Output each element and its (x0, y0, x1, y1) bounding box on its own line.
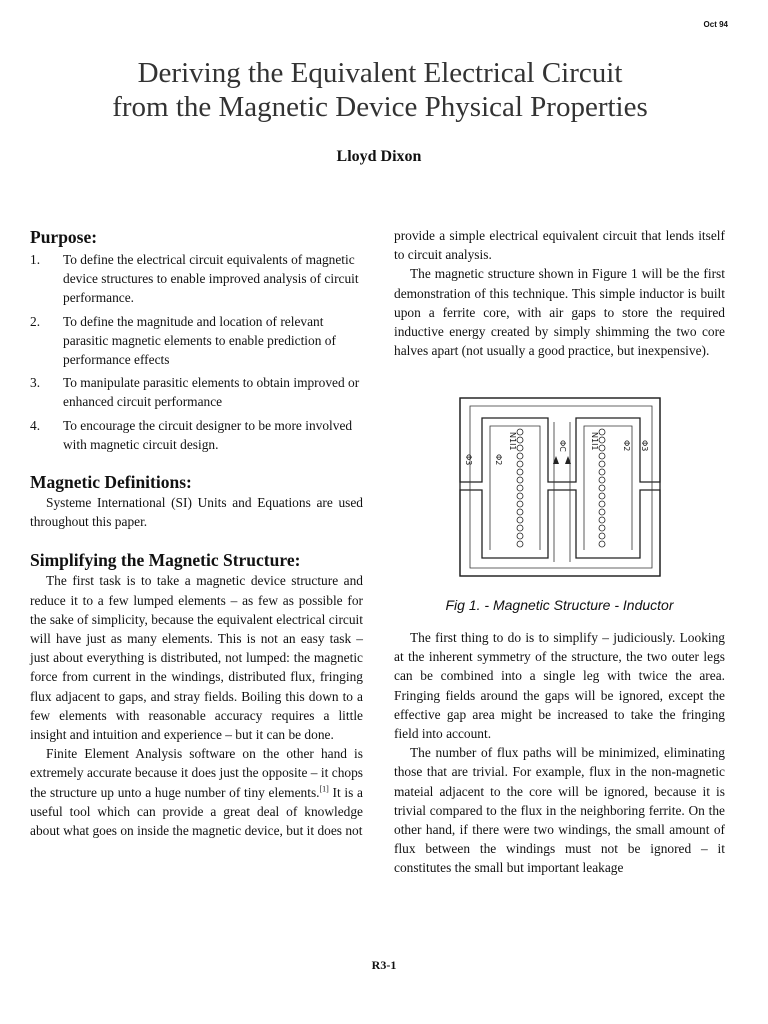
purpose-list (30, 250, 363, 454)
list-number: 4. (30, 417, 41, 433)
right-paragraph-2: The magnetic structure shown in Figure 1 will be the first demonstration of this technique. This simple inductor is built upon a ferrite core, with air gaps to store the required inductive energy created by simply shimming the two core halves apart (not usually a good practice, but inexpensive). (394, 266, 725, 359)
author-name: Lloyd Dixon (336, 148, 422, 165)
purpose-heading: Purpose: (30, 227, 98, 247)
simplifying-heading: Simplifying the Magnetic Structure: (30, 550, 301, 571)
definitions-text: Systeme International (SI) Units and Equations are used throughout this paper. (30, 495, 363, 530)
right-column (394, 226, 725, 360)
list-item (30, 373, 363, 411)
definitions-heading: Magnetic Definitions: (30, 472, 192, 493)
flux-label-2-right: Φ2 (622, 440, 631, 452)
list-number: 3. (30, 375, 41, 391)
list-number: 1. (30, 252, 41, 267)
list-text: To define the electrical circuit equivalents of magnetic device structures to enable improved analysis of circuit performance. (63, 252, 359, 306)
list-number: 2. (30, 313, 41, 329)
outer-flux-path (470, 406, 652, 568)
simplifying-paragraph-2 (30, 744, 363, 840)
list-item (30, 250, 363, 308)
right-paragraph-4: The number of flux paths will be minimized, eliminating those that are trivial. For example, flux in the non-magnetic mateial adjacent to the core will be ignored, because it is trivial compared to the flux in the neighboring ferrite. On the other hand, if there were two windings, the small amount of flux between the windings must not be ignored – it constitutes the small but important leakage (394, 745, 725, 876)
left-column (30, 226, 363, 840)
paragraph-text: It is a useful tool which can provide a great deal of knowledge about what goes on inside the magnetic device, but it does not (30, 784, 363, 839)
flux-label-3-right: Φ3 (640, 440, 649, 452)
list-item (30, 312, 363, 370)
flux-label-2-left: Φ2 (494, 454, 503, 466)
magnetic-structure-figure (456, 392, 666, 582)
winding-label-right: N1I1 (590, 432, 599, 451)
flux-label-3-left: Φ3 (464, 454, 473, 466)
paragraph-text: Finite Element Analysis software on the other hand is extremely accurate because it does just the opposite – it chops the structure up unto a huge number of tiny elements. (30, 746, 363, 800)
figure-caption: Fig 1. - Magnetic Structure - Inductor (445, 597, 674, 613)
right-paragraph-3: The first thing to do is to simplify – judiciously. Looking at the inherent symmetry of the structure, the two outer legs can be combined into a single leg with twice the area. Fringing fields around the gaps will be ignored, except the effective gap area might be increased to take the fringing field into account. (394, 630, 725, 742)
list-text: To define the magnitude and location of relevant parasitic magnetic elements to enable prediction of performance effects (63, 313, 336, 368)
title-line-1: Deriving the Equivalent Electrical Circuit (137, 57, 623, 89)
flux-arrows (553, 456, 571, 464)
right-column-lower (394, 628, 725, 878)
list-item (30, 416, 363, 454)
page-number: R3-1 (371, 958, 397, 972)
title-line-2: from the Magnetic Device Physical Properties (112, 91, 648, 123)
winding-label-left: N1I1 (508, 432, 517, 451)
flux-label-center: ΦC (558, 440, 567, 452)
list-text: To manipulate parasitic elements to obtain improved or enhanced circuit performance (63, 375, 360, 410)
reference-marker: [1] (319, 784, 329, 794)
simplifying-paragraph-1: The first task is to take a magnetic device structure and reduce it to a few lumped elements – as few as possible for the sake of simplicity, because the equivalent electrical circuit will have just as many elements. This is not an easy task – just about everything is distributed, not lumped: the magnetic force from current in the windings, distributed flux, fringing flux adjacent to gaps, and stray fields. Boiling this down to a few elements with reasonable accuracy requires a little insight and intuition and experience – but it can be done. (30, 573, 363, 743)
right-paragraph-1: provide a simple electrical equivalent circuit that lends itself to circuit analysis. (394, 228, 725, 263)
page-title (60, 56, 700, 124)
list-text: To encourage the circuit designer to be more involved with magnetic circuit design. (63, 417, 353, 452)
date-stamp: Oct 94 (703, 20, 728, 29)
